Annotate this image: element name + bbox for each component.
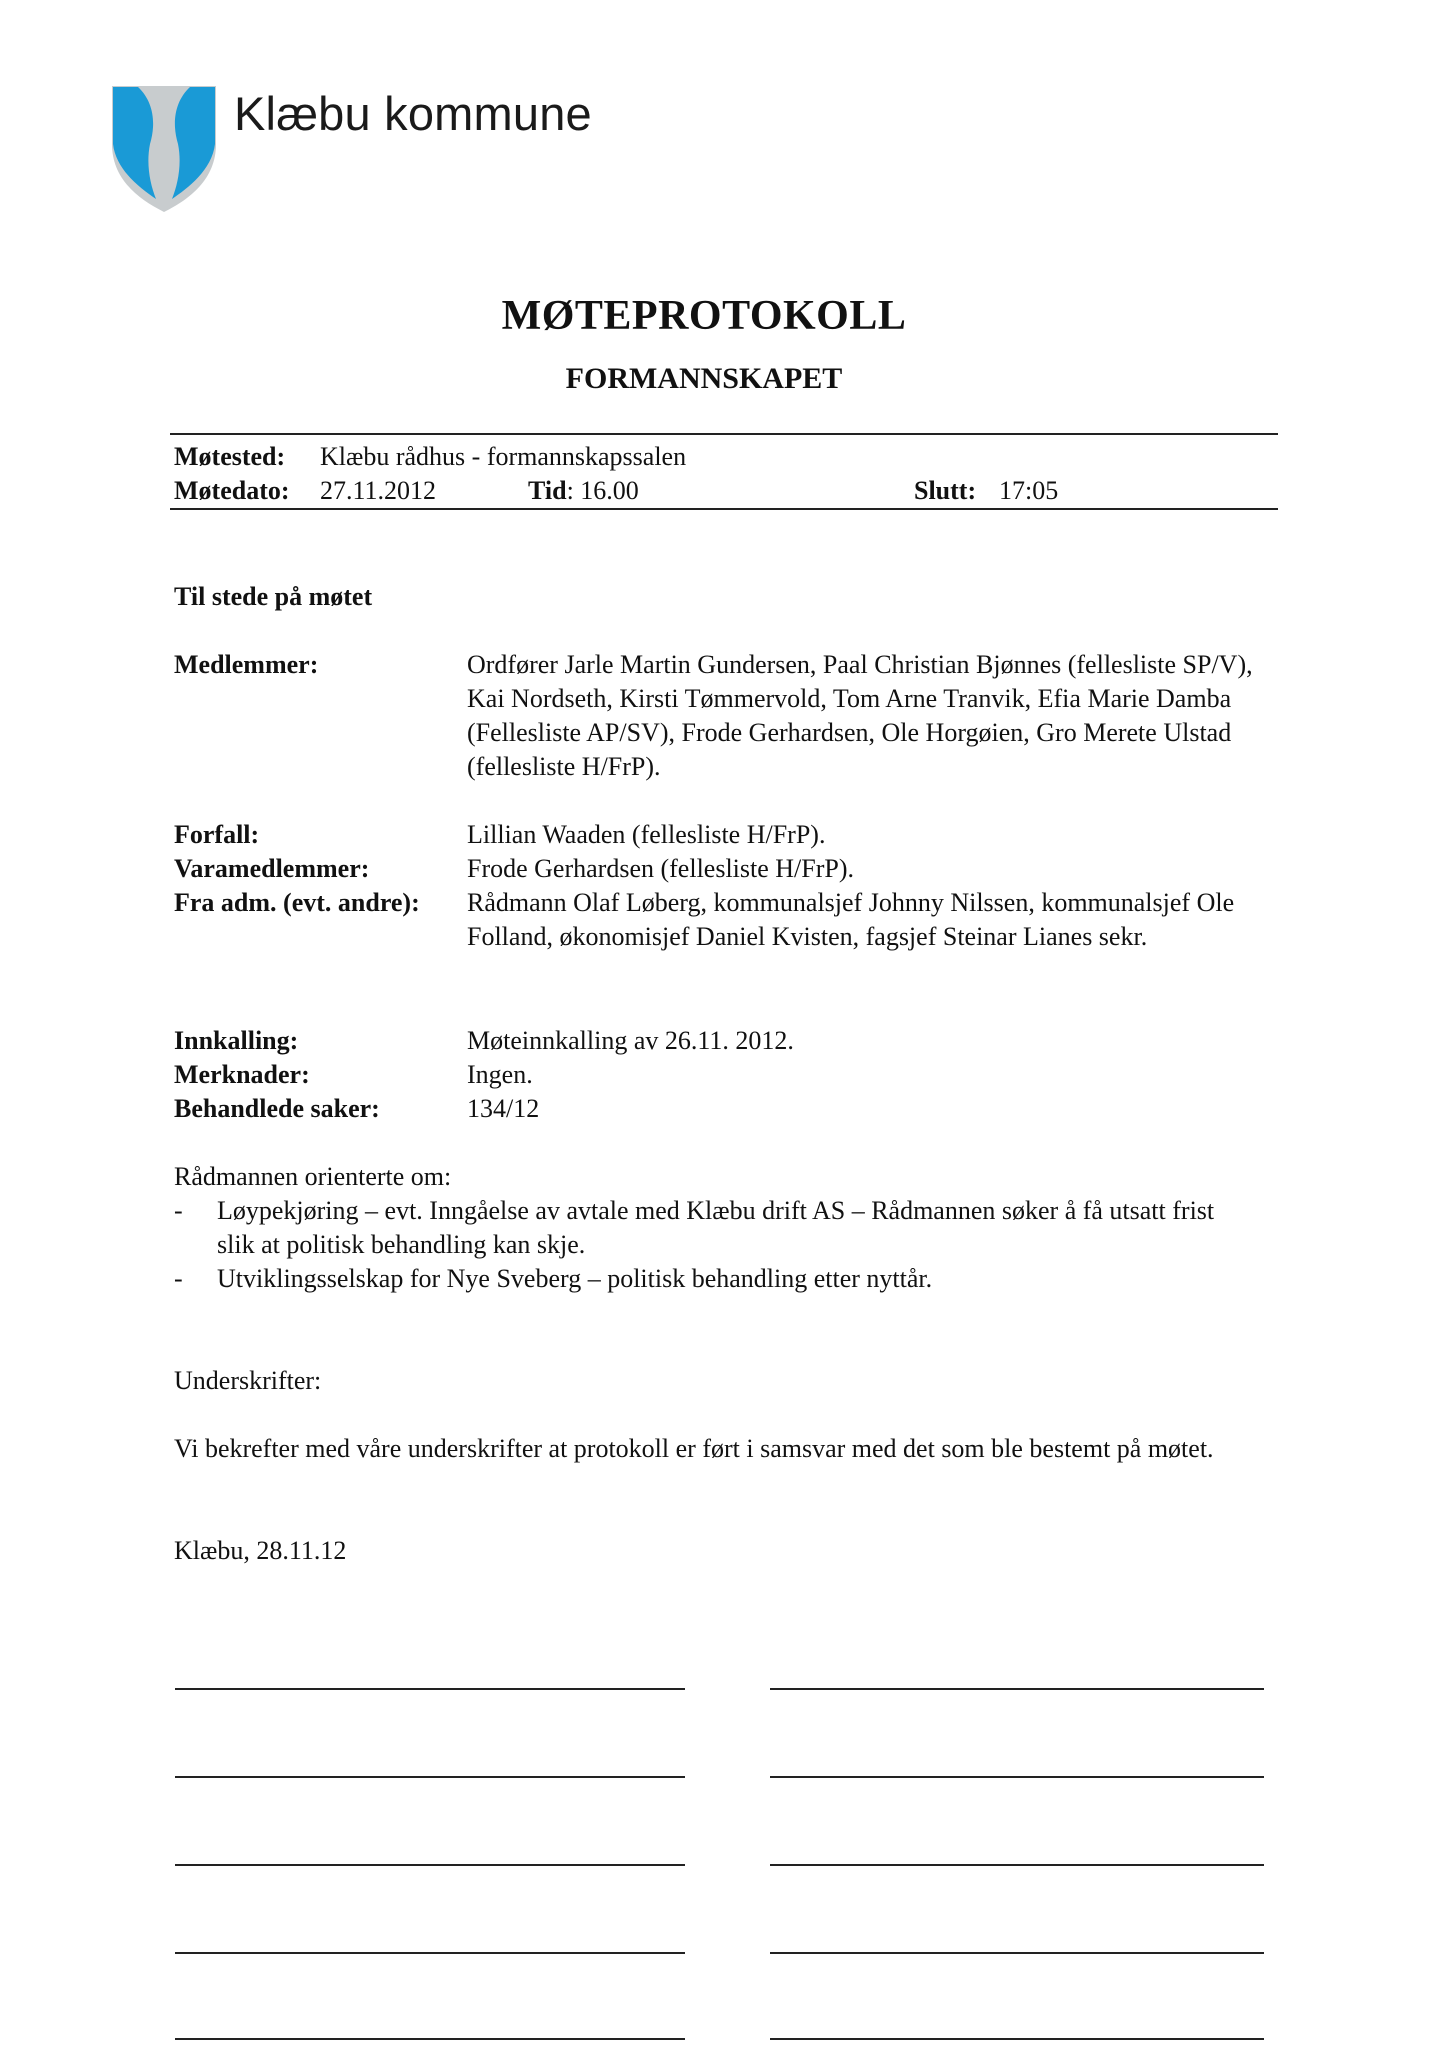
- list-item-text: Utviklingsselskap for Nye Sveberg – politisk behandling etter nyttår.: [217, 1264, 933, 1293]
- admin-value: Rådmann Olaf Løberg, kommunalsjef Johnny Nilssen, kommunalsjef Ole Folland, økonomisjef Daniel Kvisten, fagsjef Steinar Lianes sekr.: [467, 888, 1235, 951]
- orientation-heading: Rådmannen orienterte om:: [174, 1162, 452, 1191]
- document-title: MØTEPROTOKOLL: [501, 293, 907, 339]
- signature-line: [770, 1952, 1264, 1954]
- deputies-label: Varamedlemmer:: [174, 854, 370, 883]
- summons-label: Innkalling:: [174, 1026, 299, 1055]
- list-item: [174, 1262, 1284, 1296]
- meeting-date-label: Møtedato:: [174, 476, 290, 505]
- members-value: Ordfører Jarle Martin Gundersen, Paal Christian Bjønnes (fellesliste SP/V), Kai Nordseth, Kirsti Tømmervold, Tom Arne Tranvik, Efia Marie Damba (Fellesliste AP/SV), Frode Gerhardsen, Ole Horgøien, Gro Merete Ulstad (fellesliste H/FrP).: [467, 650, 1253, 781]
- meeting-time: [528, 474, 639, 508]
- cases-value: 134/12: [467, 1094, 540, 1123]
- admin-label: Fra adm. (evt. andre):: [174, 888, 420, 917]
- members-label: Medlemmer:: [174, 650, 319, 679]
- meeting-time-value: : 16.00: [566, 476, 639, 505]
- bottom-rule: [170, 508, 1278, 510]
- signature-line: [770, 1688, 1264, 1690]
- meeting-time-label: Tid: [528, 476, 567, 505]
- place-date: Klæbu, 28.11.12: [174, 1536, 347, 1565]
- top-rule: [170, 433, 1278, 435]
- signature-line: [175, 1864, 685, 1866]
- signature-line: [175, 1952, 685, 1954]
- organization-name: Klæbu kommune: [234, 87, 592, 140]
- signature-line: [175, 1688, 685, 1690]
- signature-line: [175, 2038, 685, 2040]
- meeting-end-value: 17:05: [999, 476, 1059, 505]
- attendance-heading: Til stede på møtet: [174, 582, 373, 611]
- deputies-value: Frode Gerhardsen (fellesliste H/FrP).: [467, 854, 855, 883]
- signatures-statement: Vi bekrefter med våre underskrifter at protokoll er ført i samsvar med det som ble bestemt på møtet.: [174, 1434, 1214, 1463]
- signature-line: [175, 1776, 685, 1778]
- bullet-dash: -: [174, 1196, 183, 1225]
- list-item: [174, 1194, 1234, 1262]
- summons-value: Møteinnkalling av 26.11. 2012.: [467, 1026, 794, 1055]
- remarks-label: Merknader:: [174, 1060, 310, 1089]
- signature-line: [770, 2038, 1264, 2040]
- bullet-dash: -: [174, 1264, 183, 1293]
- list-item-text: Løypekjøring – evt. Inngåelse av avtale med Klæbu drift AS – Rådmannen søker å få utsatt frist slik at politisk behandling kan skje.: [217, 1196, 1215, 1259]
- meeting-date-value: 27.11.2012: [320, 476, 437, 505]
- coat-of-arms-icon: [110, 84, 218, 214]
- meeting-place-label: Møtested:: [174, 442, 286, 471]
- absent-label: Forfall:: [174, 820, 260, 849]
- absent-value: Lillian Waaden (fellesliste H/FrP).: [467, 820, 826, 849]
- signatures-heading: Underskrifter:: [174, 1366, 322, 1395]
- remarks-value: Ingen.: [467, 1060, 533, 1089]
- document-subtitle: FORMANNSKAPET: [565, 362, 843, 395]
- signature-line: [770, 1864, 1264, 1866]
- meeting-end-label: Slutt:: [914, 476, 977, 505]
- meeting-place-value: Klæbu rådhus - formannskapssalen: [320, 442, 687, 471]
- cases-label: Behandlede saker:: [174, 1094, 380, 1123]
- signature-line: [770, 1776, 1264, 1778]
